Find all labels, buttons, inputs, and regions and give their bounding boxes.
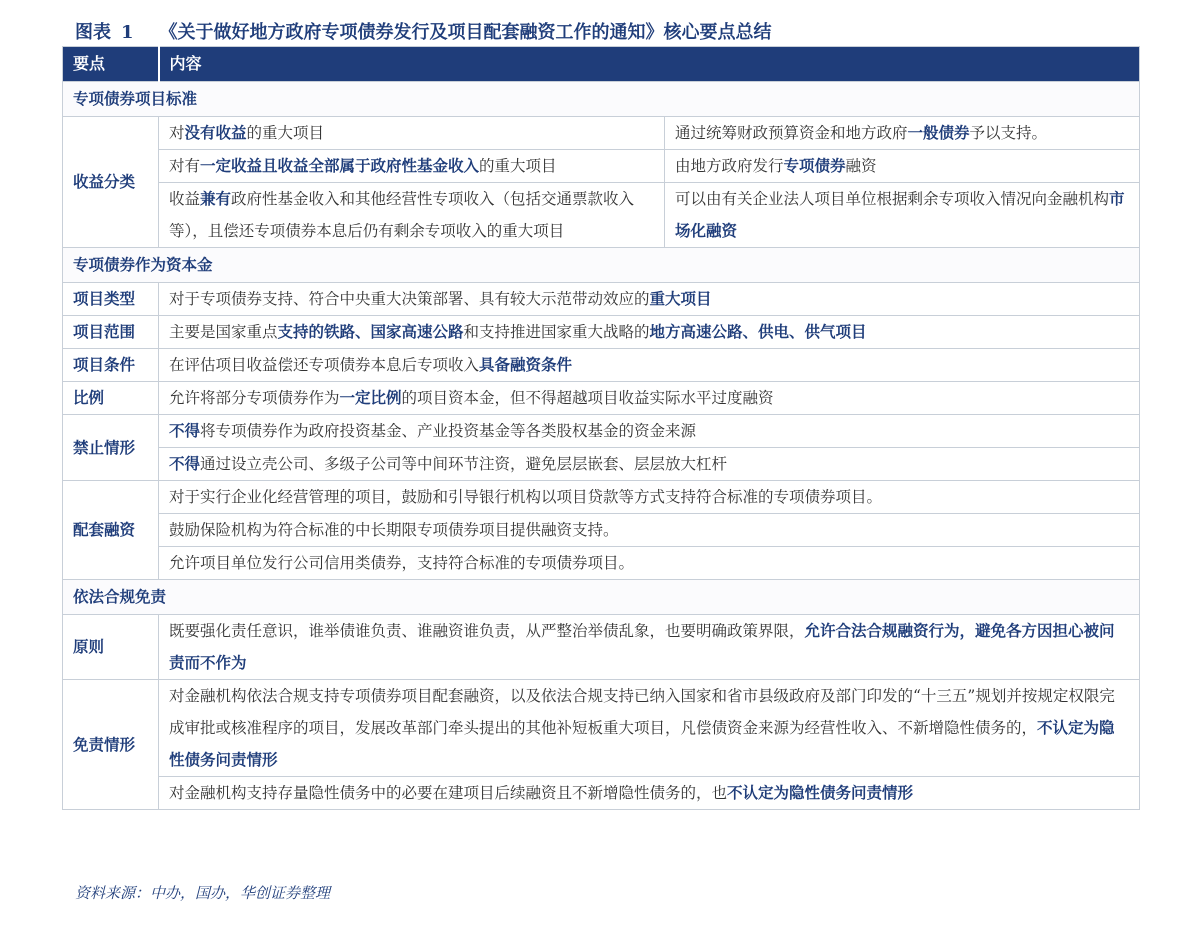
header-content: 内容 [159,47,1140,82]
cell-text: 对有一定收益且收益全部属于政府性基金收入的重大项目 [159,150,665,183]
table-row [63,283,1140,316]
table-row [63,183,1140,248]
section-row [63,580,1140,615]
table-row [63,150,1140,183]
row-key: 项目类型 [63,283,159,316]
table-row [63,382,1140,415]
row-key: 收益分类 [63,117,159,248]
figure-number: 1 [121,22,134,43]
table-row [63,117,1140,150]
cell-text: 允许项目单位发行公司信用类债券，支持符合标准的专项债券项目。 [159,547,1140,580]
cell-text: 对没有收益的重大项目 [159,117,665,150]
cell-text: 不得通过设立壳公司、多级子公司等中间环节注资，避免层层嵌套、层层放大杠杆 [159,448,1140,481]
table-row [63,349,1140,382]
cell-text: 不得将专项债券作为政府投资基金、产业投资基金等各类股权基金的资金来源 [159,415,1140,448]
row-key: 禁止情形 [63,415,159,481]
table-row [63,448,1140,481]
cell-text: 由地方政府发行专项债券融资 [665,150,1140,183]
table-row [63,514,1140,547]
cell-text: 允许将部分专项债券作为一定比例的项目资本金，但不得超越项目收益实际水平过度融资 [159,382,1140,415]
row-key: 项目范围 [63,316,159,349]
cell-text: 对于实行企业化经营管理的项目，鼓励和引导银行机构以项目贷款等方式支持符合标准的专项债券项目。 [159,481,1140,514]
cell-text: 鼓励保险机构为符合标准的中长期限专项债券项目提供融资支持。 [159,514,1140,547]
table-row [63,316,1140,349]
cell-text: 可以由有关企业法人项目单位根据剩余专项收入情况向金融机构市场化融资 [665,183,1140,248]
table-row [63,415,1140,448]
table-row [63,547,1140,580]
table-row [63,777,1140,810]
cell-text: 对金融机构依法合规支持专项债券项目配套融资，以及依法合规支持已纳入国家和省市县级政府及部门印发的“十三五”规划并按规定权限完成审批或核准程序的项目，发展改革部门牵头提出的其他补短板重大项目，凡偿债资金来源为经营性收入、不新增隐性债务的，不认定为隐性债务问责情形 [159,680,1140,777]
table-row [63,680,1140,777]
row-key: 免责情形 [63,680,159,810]
table-header-row [63,47,1140,82]
figure-title-text: 《关于做好地方政府专项债券发行及项目配套融资工作的通知》核心要点总结 [159,22,772,43]
source-note: 资料来源：中办，国办，华创证券整理 [75,884,331,902]
figure-label: 图表 [75,22,111,43]
section-title: 依法合规免责 [63,580,1140,615]
cell-text: 通过统筹财政预算资金和地方政府一般债券予以支持。 [665,117,1140,150]
row-key: 配套融资 [63,481,159,580]
figure-title [75,18,772,44]
cell-text: 收益兼有政府性基金收入和其他经营性专项收入（包括交通票款收入等），且偿还专项债券本息后仍有剩余专项收入的重大项目 [159,183,665,248]
row-key: 项目条件 [63,349,159,382]
header-key: 要点 [63,47,159,82]
section-title: 专项债券作为资本金 [63,248,1140,283]
cell-text: 对于专项债券支持、符合中央重大决策部署、具有较大示范带动效应的重大项目 [159,283,1140,316]
table-row [63,481,1140,514]
cell-text: 在评估项目收益偿还专项债券本息后专项收入具备融资条件 [159,349,1140,382]
row-key: 比例 [63,382,159,415]
cell-text: 对金融机构支持存量隐性债务中的必要在建项目后续融资且不新增隐性债务的，也不认定为隐性债务问责情形 [159,777,1140,810]
section-title: 专项债券项目标准 [63,82,1140,117]
cell-text: 既要强化责任意识，谁举债谁负责、谁融资谁负责，从严整治举债乱象，也要明确政策界限，允许合法合规融资行为，避免各方因担心被问责而不作为 [159,615,1140,680]
table-row [63,615,1140,680]
section-row [63,82,1140,117]
summary-table [62,46,1140,810]
section-row [63,248,1140,283]
row-key: 原则 [63,615,159,680]
cell-text: 主要是国家重点支持的铁路、国家高速公路和支持推进国家重大战略的地方高速公路、供电、供气项目 [159,316,1140,349]
